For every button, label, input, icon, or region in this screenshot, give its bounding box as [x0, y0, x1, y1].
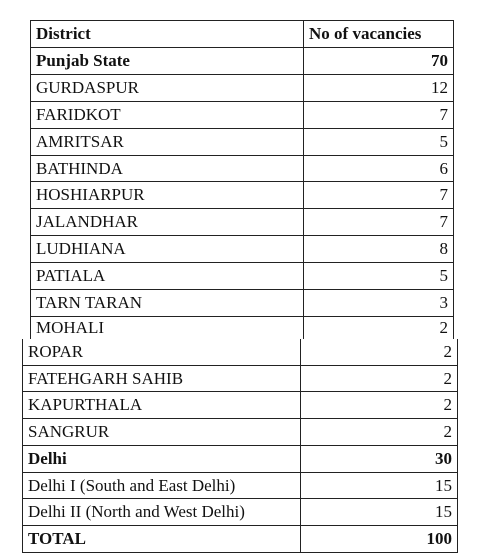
district-cell: JALANDHAR	[31, 209, 304, 236]
vacancies-column-header: No of vacancies	[304, 21, 454, 48]
district-column-header: District	[31, 21, 304, 48]
district-cell: HOSHIARPUR	[31, 182, 304, 209]
table-row	[31, 74, 454, 101]
table-row	[23, 339, 458, 365]
vacancies-cell: 5	[304, 263, 454, 290]
vacancy-table-part-2-body	[23, 339, 458, 552]
district-cell: Delhi II (North and West Delhi)	[23, 499, 301, 526]
table-row	[31, 155, 454, 182]
district-cell: Delhi	[23, 445, 301, 472]
table-row	[31, 209, 454, 236]
table-row	[23, 365, 458, 392]
vacancies-cell: 7	[304, 209, 454, 236]
table-row	[31, 290, 454, 317]
district-cell: TOTAL	[23, 525, 301, 552]
district-cell: TARN TARAN	[31, 290, 304, 317]
district-cell: FARIDKOT	[31, 101, 304, 128]
table-row	[23, 499, 458, 526]
vacancy-table-part-1	[30, 20, 454, 339]
table-row	[31, 47, 454, 74]
vacancies-cell: 2	[301, 392, 458, 419]
district-cell: LUDHIANA	[31, 236, 304, 263]
table-row	[31, 128, 454, 155]
district-cell: Punjab State	[31, 47, 304, 74]
vacancies-cell: 2	[301, 339, 458, 365]
district-cell: PATIALA	[31, 263, 304, 290]
district-cell: SANGRUR	[23, 419, 301, 446]
district-cell: GURDASPUR	[31, 74, 304, 101]
vacancy-table-part-1-body	[31, 21, 454, 339]
vacancies-cell: 7	[304, 182, 454, 209]
district-cell: BATHINDA	[31, 155, 304, 182]
vacancies-cell: 15	[301, 499, 458, 526]
district-cell: Delhi I (South and East Delhi)	[23, 472, 301, 499]
table-row	[23, 525, 458, 552]
vacancies-cell: 2	[301, 419, 458, 446]
table-row	[31, 316, 454, 339]
vacancies-cell: 5	[304, 128, 454, 155]
district-cell: KAPURTHALA	[23, 392, 301, 419]
table-row	[23, 472, 458, 499]
vacancies-cell: 2	[304, 316, 454, 339]
vacancies-cell: 3	[304, 290, 454, 317]
vacancies-cell: 2	[301, 365, 458, 392]
table-row	[23, 392, 458, 419]
vacancies-cell: 70	[304, 47, 454, 74]
table-row	[31, 263, 454, 290]
table-row	[31, 101, 454, 128]
table-row	[23, 419, 458, 446]
vacancies-cell: 6	[304, 155, 454, 182]
vacancies-cell: 12	[304, 74, 454, 101]
district-cell: FATEHGARH SAHIB	[23, 365, 301, 392]
vacancies-cell: 100	[301, 525, 458, 552]
table-row	[23, 445, 458, 472]
table-row	[31, 236, 454, 263]
table-header-row	[31, 21, 454, 48]
district-cell: ROPAR	[23, 339, 301, 365]
district-cell: AMRITSAR	[31, 128, 304, 155]
district-cell: MOHALI	[31, 316, 304, 339]
table-row	[31, 182, 454, 209]
vacancies-cell: 7	[304, 101, 454, 128]
vacancies-cell: 15	[301, 472, 458, 499]
vacancies-cell: 8	[304, 236, 454, 263]
vacancies-cell: 30	[301, 445, 458, 472]
vacancy-table-part-2	[22, 339, 458, 553]
